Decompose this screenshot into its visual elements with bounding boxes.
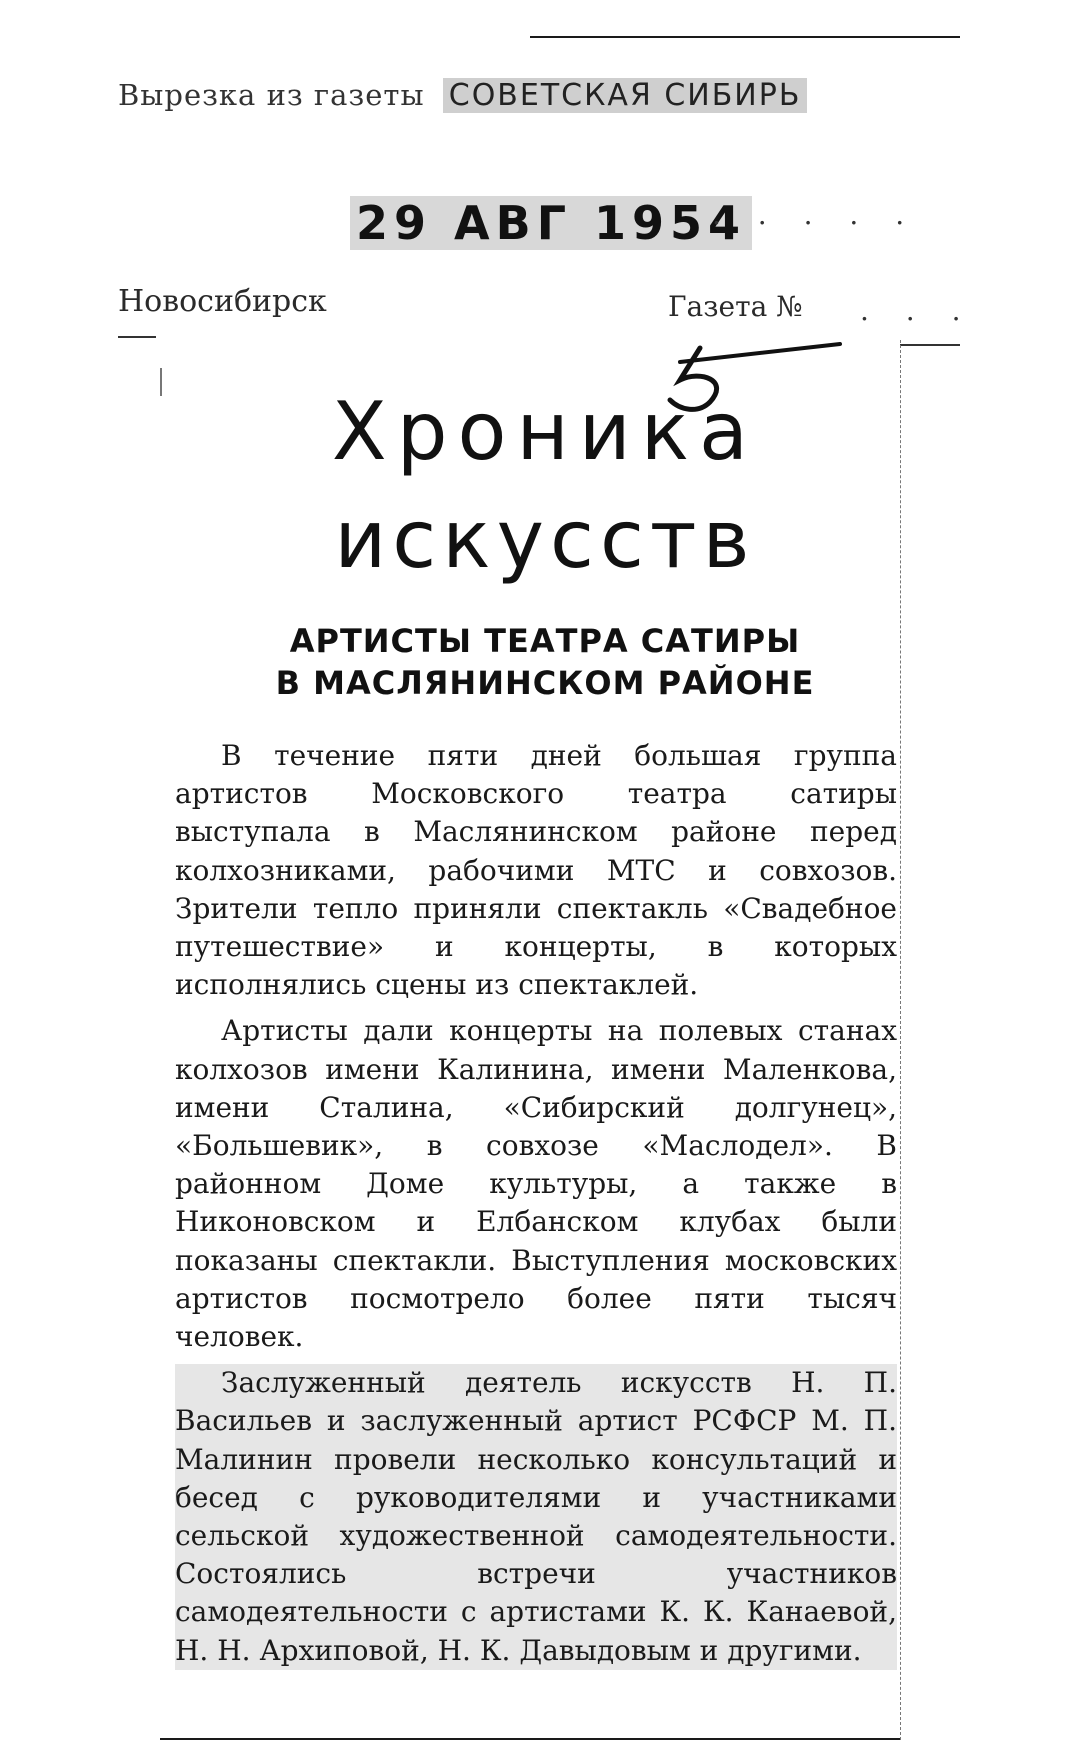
bottom-clipping-rule xyxy=(160,1738,900,1740)
issue-dotted-line: . . . xyxy=(860,294,975,327)
article-paragraph: Заслуженный деятель искусств Н. П. Васильев и заслуженный артист РСФСР М. П. Малинин провели несколько консультаций и бесед с руководителями и участниками сельской художественной самодеятельности. Состоялись встречи участников самодеятельности с артистами К. К. Канаевой, Н. Н. Архиповой, Н. К. Давыдовым и другими. xyxy=(175,1364,897,1670)
clipping-header xyxy=(118,78,807,113)
date-stamp: 29 АВГ 1954 xyxy=(350,196,752,250)
date-dotted-line: . . . . . xyxy=(712,198,919,231)
issue-number-label: Газета № xyxy=(668,290,803,323)
article-body xyxy=(175,737,897,1678)
margin-tick-mark xyxy=(160,368,162,396)
newspaper-name-stamp: СОВЕТСКАЯ СИБИРЬ xyxy=(443,78,808,113)
clipping-right-edge xyxy=(900,340,902,1740)
issue-underline xyxy=(900,344,960,346)
article-paragraph: В течение пяти дней большая группа артистов Московского театра сатиры выступала в Маслянинском районе перед колхозниками, рабочими МТС и совхозов. Зрители тепло приняли спектакль «Свадебное путешествие» и концерты, в которых исполнялись сцены из спектаклей. xyxy=(175,739,897,1002)
clipping-label: Вырезка из газеты xyxy=(118,78,425,112)
article-paragraph: Артисты дали концерты на полевых станах колхозов имени Калинина, имени Маленкова, имени Сталина, «Сибирский долгунец», «Большевик», в совхозе «Маслодел». В районном Доме культуры, а также в Никоновском и Елбанском клубах были показаны спектакли. Выступления московских артистов посмотрело более пяти тысяч человек. xyxy=(175,1014,897,1354)
city-underline xyxy=(118,336,156,338)
top-clipping-rule xyxy=(530,36,960,38)
rubric-title-line2: искусств xyxy=(334,493,756,586)
city-name: Новосибирск xyxy=(118,284,327,319)
article-headline-line1: АРТИСТЫ ТЕАТРА САТИРЫ xyxy=(289,622,801,660)
rubric-title-line1: Хроника xyxy=(331,385,759,478)
article-headline-line2: В МАСЛЯНИНСКОМ РАЙОНЕ xyxy=(275,664,815,702)
